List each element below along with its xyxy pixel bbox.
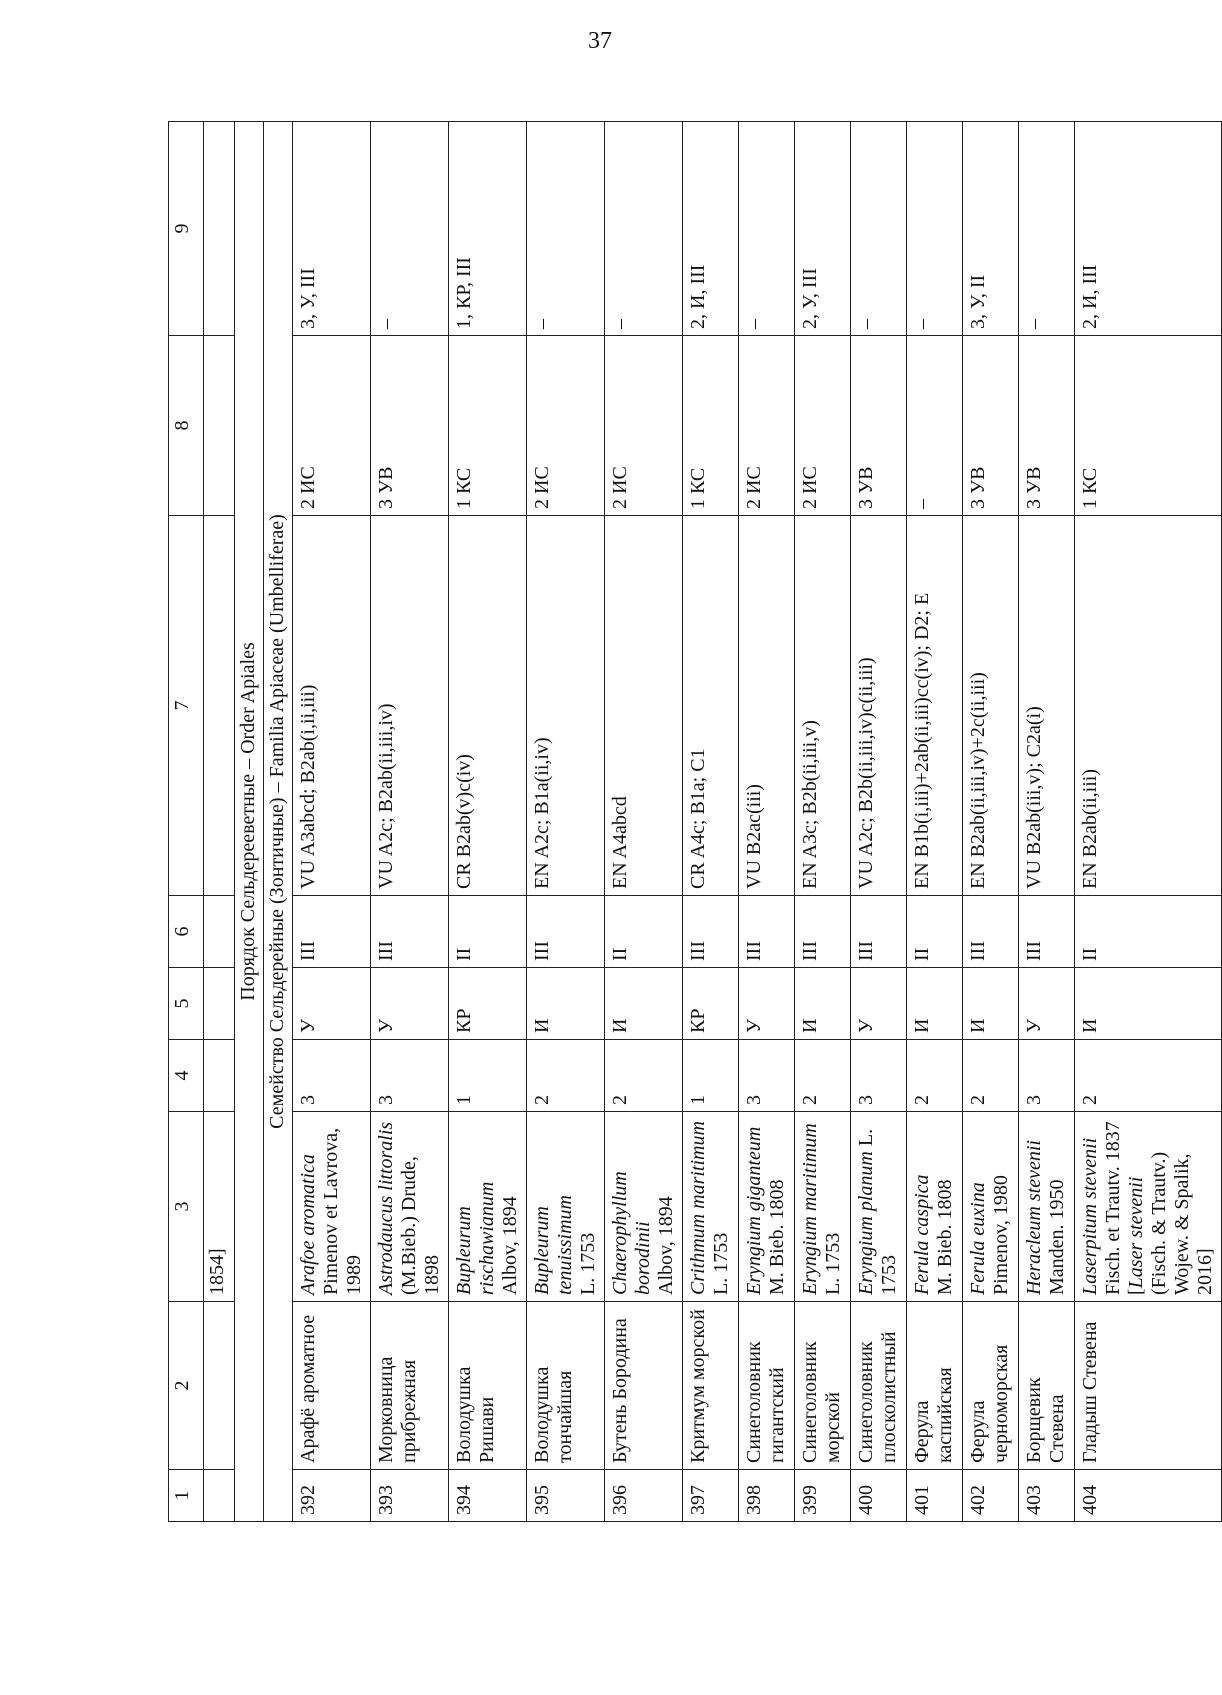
authority: L. 1753 (710, 1232, 732, 1295)
status-cell: И (963, 968, 1019, 1040)
table-row (851, 122, 907, 1522)
status-cell: У (1019, 968, 1075, 1040)
iucn-criteria: VU A2c; B2ab(ii,iii,iv) (371, 516, 449, 896)
priority-cell: III (1019, 896, 1075, 968)
regional-status: 1 КС (1075, 336, 1222, 516)
table-row (739, 122, 795, 1522)
regional-status: 1 КС (449, 336, 527, 516)
latin-name: Chaerophyllum borodinii (609, 1171, 654, 1295)
priority-cell: III (963, 896, 1019, 968)
iucn-criteria: VU B2ab(iii,v); C2a(i) (1019, 516, 1075, 896)
authority: Manden. 1950 (1046, 1179, 1068, 1295)
latin-name: Bupleurum tenuissimum (531, 1195, 576, 1295)
red-book-status: 3, У, II (963, 122, 1019, 336)
row-number: 395 (527, 1470, 605, 1522)
category-cell: 3 (739, 1040, 795, 1112)
authority: (M.Bieb.) Drude, 1898 (398, 1156, 443, 1295)
priority-cell: III (371, 896, 449, 968)
column-number: 8 (169, 336, 204, 516)
priority-cell: III (739, 896, 795, 968)
russian-name: Ферула каспийская (907, 1302, 963, 1470)
russian-name: Морковница прибрежная (371, 1302, 449, 1470)
status-cell: У (293, 968, 371, 1040)
iucn-criteria: VU A2c; B2b(ii,iii,iv)c(ii,iii) (851, 516, 907, 896)
regional-status: 3 УВ (851, 336, 907, 516)
table-row (683, 122, 739, 1522)
russian-name: Борщевик Стевена (1019, 1302, 1075, 1470)
column-number-row (169, 122, 204, 1522)
category-cell: 3 (293, 1040, 371, 1112)
latin-name: Eryngium maritimum (799, 1123, 821, 1295)
priority-cell: II (907, 896, 963, 968)
column-number: 6 (169, 896, 204, 968)
red-book-status: – (1019, 122, 1075, 336)
column-number: 3 (169, 1112, 204, 1302)
red-book-status: 2, И, III (1075, 122, 1222, 336)
iucn-criteria: VU A3abcd; B2ab(i,ii,iii) (293, 516, 371, 896)
russian-name: Синеголовник морской (795, 1302, 851, 1470)
russian-name: Володушка тончайшая (527, 1302, 605, 1470)
russian-name: Синеголовник гигантский (739, 1302, 795, 1470)
status-cell: И (1075, 968, 1222, 1040)
latin-name-cell (293, 1112, 371, 1302)
latin-name: Bupleurum rischawianum (453, 1181, 498, 1295)
red-list-table (168, 121, 1222, 1522)
status-cell: И (527, 968, 605, 1040)
category-cell: 2 (907, 1040, 963, 1112)
russian-name: Бутень Бородина (605, 1302, 683, 1470)
regional-status: 2 ИС (293, 336, 371, 516)
latin-name-cell (683, 1112, 739, 1302)
category-cell: 2 (1075, 1040, 1222, 1112)
status-cell: У (739, 968, 795, 1040)
red-book-status: – (527, 122, 605, 336)
latin-name-cell (1019, 1112, 1075, 1302)
authority: Pimenov et Lavrova, 1989 (320, 1127, 365, 1295)
row-number: 403 (1019, 1470, 1075, 1522)
column-number: 7 (169, 516, 204, 896)
priority-cell: III (683, 896, 739, 968)
latin-name-cell (851, 1112, 907, 1302)
red-book-status: 2, У, III (795, 122, 851, 336)
category-cell: 3 (1019, 1040, 1075, 1112)
order-heading: Порядок Сельдерееветные – Order Apiales (235, 122, 264, 1522)
authority: Pimenov, 1980 (990, 1175, 1012, 1295)
latin-name-cell (449, 1112, 527, 1302)
column-number: 5 (169, 968, 204, 1040)
category-cell: 3 (851, 1040, 907, 1112)
latin-name-cell (795, 1112, 851, 1302)
regional-status: 2 ИС (795, 336, 851, 516)
table-row (371, 122, 449, 1522)
red-book-status: – (605, 122, 683, 336)
latin-name-cell: Laserpitum stevenii Fisch. et Trautv. 1837 [Laser stevenii (Fisch. & Trautv.) Wojew. & Spalik, 2016] (1075, 1112, 1222, 1302)
order-heading-row (235, 122, 264, 1522)
russian-name: Ферула черноморская (963, 1302, 1019, 1470)
priority-cell: III (527, 896, 605, 968)
table-row (1019, 122, 1075, 1522)
red-book-status: – (739, 122, 795, 336)
russian-name: Арафё ароматное (293, 1302, 371, 1470)
regional-status: 2 ИС (605, 336, 683, 516)
iucn-criteria: EN A4abcd (605, 516, 683, 896)
regional-status: – (907, 336, 963, 516)
row-number: 398 (739, 1470, 795, 1522)
red-book-status: 1, КР, III (449, 122, 527, 336)
red-book-status: – (907, 122, 963, 336)
latin-name-cell (907, 1112, 963, 1302)
authority: Albov, 1894 (499, 1196, 521, 1295)
priority-cell: III (293, 896, 371, 968)
authority: Albov, 1894 (655, 1196, 677, 1295)
regional-status: 3 УВ (963, 336, 1019, 516)
row-number: 397 (683, 1470, 739, 1522)
category-cell: 2 (527, 1040, 605, 1112)
table-row (293, 122, 371, 1522)
row-number: 401 (907, 1470, 963, 1522)
latin-name: Laserpitum stevenii (1079, 1137, 1101, 1295)
row-number: 396 (605, 1470, 683, 1522)
iucn-criteria: EN A3c; B2b(ii,iii,v) (795, 516, 851, 896)
row-number: 392 (293, 1470, 371, 1522)
row-number: 400 (851, 1470, 907, 1522)
iucn-criteria: EN B2ab(ii,iii) (1075, 516, 1222, 896)
table-row (963, 122, 1019, 1522)
latin-name-cell (527, 1112, 605, 1302)
page-number: 37 (588, 28, 612, 54)
latin-name: Ferula caspica (911, 1174, 933, 1295)
status-cell: У (851, 968, 907, 1040)
status-cell: У (371, 968, 449, 1040)
row-number: 402 (963, 1470, 1019, 1522)
iucn-criteria: CR B2ab(v)c(iv) (449, 516, 527, 896)
table-row (1075, 122, 1222, 1522)
category-cell: 2 (795, 1040, 851, 1112)
column-number: 1 (169, 1470, 204, 1522)
status-cell: КР (683, 968, 739, 1040)
latin-name: Heracleum stevenii (1023, 1140, 1045, 1295)
russian-name: Володушка Ришави (449, 1302, 527, 1470)
synonym-latin-name: Laser stevenii (1125, 1176, 1147, 1289)
category-cell: 2 (605, 1040, 683, 1112)
priority-cell: III (851, 896, 907, 968)
table-row (795, 122, 851, 1522)
priority-cell: II (449, 896, 527, 968)
red-book-status: – (371, 122, 449, 336)
latin-name-cell (605, 1112, 683, 1302)
latin-name-cell (739, 1112, 795, 1302)
regional-status: 1 КС (683, 336, 739, 516)
iucn-criteria: EN B1b(i,iii)+2ab(ii,iii)cc(iv); D2; E (907, 516, 963, 896)
regional-status: 2 ИС (739, 336, 795, 516)
latin-name: Ferula euxina (967, 1182, 989, 1295)
latin-name: Arafoe aromatica (297, 1154, 319, 1295)
status-cell: И (605, 968, 683, 1040)
red-book-status: 2, И, III (683, 122, 739, 336)
column-number: 4 (169, 1040, 204, 1112)
iucn-criteria: CR A4c; B1a; C1 (683, 516, 739, 896)
priority-cell: III (795, 896, 851, 968)
priority-cell: II (605, 896, 683, 968)
family-heading-row (264, 122, 293, 1522)
status-cell: И (795, 968, 851, 1040)
authority: M. Bieb. 1808 (934, 1179, 956, 1295)
status-cell: КР (449, 968, 527, 1040)
row-number: 394 (449, 1470, 527, 1522)
authority: L. 1753 (577, 1232, 599, 1295)
column-number: 2 (169, 1302, 204, 1470)
category-cell: 1 (683, 1040, 739, 1112)
row-number: 399 (795, 1470, 851, 1522)
column-number: 9 (169, 122, 204, 336)
russian-name: Критмум морской (683, 1302, 739, 1470)
category-cell: 1 (449, 1040, 527, 1112)
category-cell: 2 (963, 1040, 1019, 1112)
iucn-criteria: EN A2c; B1a(ii,iv) (527, 516, 605, 896)
russian-name: Гладыш Стевена (1075, 1302, 1222, 1470)
category-cell: 3 (371, 1040, 449, 1112)
iucn-criteria: EN B2ab(ii,iii,iv)+2c(ii,iii) (963, 516, 1019, 896)
authority: L. 1753 (855, 1128, 900, 1295)
latin-name: Eryngium planum (855, 1151, 877, 1295)
authority: L. 1753 (822, 1232, 844, 1295)
russian-name: Синеголовник плосколистный (851, 1302, 907, 1470)
iucn-criteria: VU B2ac(iii) (739, 516, 795, 896)
table-row (449, 122, 527, 1522)
regional-status: 3 УВ (371, 336, 449, 516)
latin-name-cell (371, 1112, 449, 1302)
red-book-status: – (851, 122, 907, 336)
continuation-row (204, 122, 235, 1522)
continuation-text: 1854] (204, 1112, 235, 1302)
rotated-table-container (168, 122, 1216, 1522)
family-heading: Семейство Сельдерейные (Зонтичные) – Familia Apiaceae (Umbelliferae) (264, 122, 293, 1522)
regional-status: 2 ИС (527, 336, 605, 516)
latin-name: Astrodaucus littoralis (375, 1121, 397, 1295)
red-book-status: 3, У, III (293, 122, 371, 336)
priority-cell: II (1075, 896, 1222, 968)
row-number: 393 (371, 1470, 449, 1522)
latin-name: Eryngium giganteum (743, 1126, 765, 1295)
latin-name-cell (963, 1112, 1019, 1302)
status-cell: И (907, 968, 963, 1040)
latin-name: Crithmum maritimum (687, 1121, 709, 1295)
authority: M. Bieb. 1808 (766, 1179, 788, 1295)
regional-status: 3 УВ (1019, 336, 1075, 516)
authority: Fisch. et Trautv. 1837 (1102, 1121, 1124, 1295)
table-row (605, 122, 683, 1522)
table-row (907, 122, 963, 1522)
table-row (527, 122, 605, 1522)
synonym-authority: (Fisch. & Trautv.) Wojew. & Spalik, 2016] (1148, 1151, 1216, 1295)
row-number: 404 (1075, 1470, 1222, 1522)
